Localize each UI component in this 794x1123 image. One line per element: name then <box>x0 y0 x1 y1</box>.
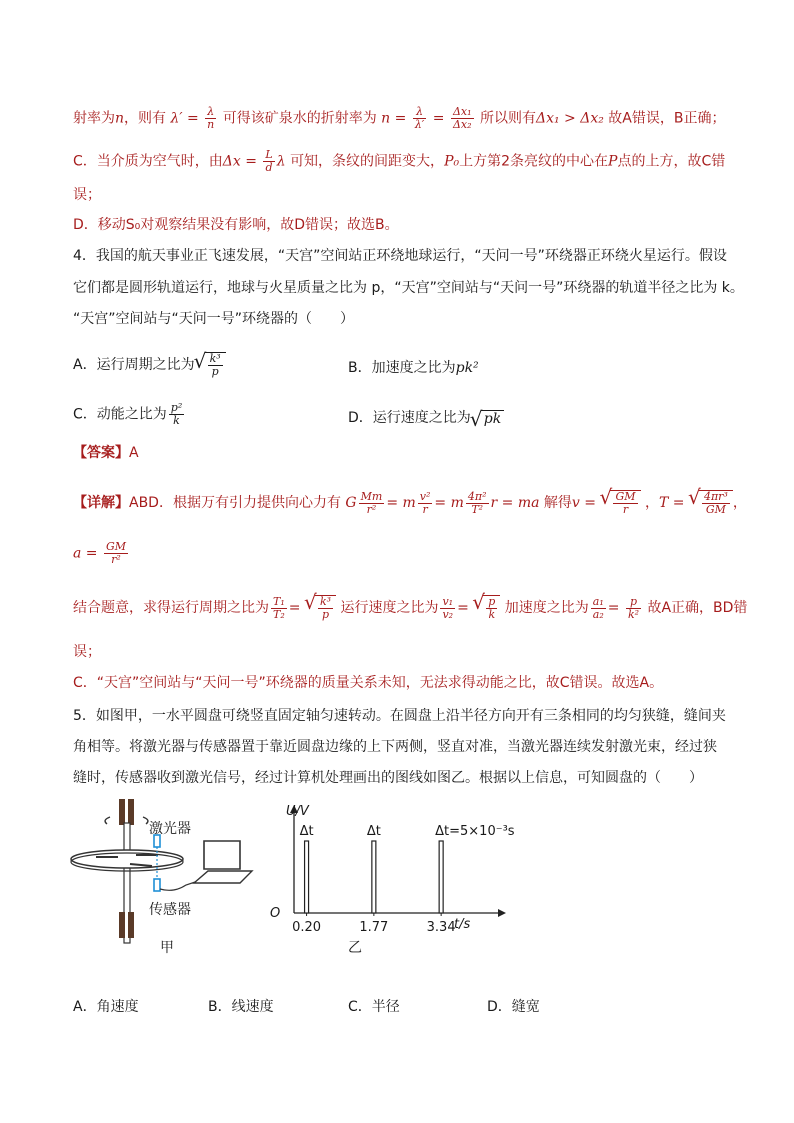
q4-answer: 【答案】A <box>73 445 139 461</box>
q5-stem-2: 角相等。将激光器与传感器置于靠近圆盘边缘的上下两侧，竖直对准，当激光器连续发射激光束，经过狭 <box>73 739 717 755</box>
pulse-1 <box>305 841 309 913</box>
origin-label: O <box>270 906 281 921</box>
laptop-icon <box>204 841 240 869</box>
pulse-annotation-3: Δt=5×10⁻³s <box>435 824 515 839</box>
q4-conclusion-2: 误； <box>73 644 101 660</box>
sensor <box>154 879 160 891</box>
laser-label: 激光器 <box>149 821 191 837</box>
q5-stem-1: 5．如图甲，一水平圆盘可绕竖直固定轴匀速转动。在圆盘上沿半径方向开有三条相同的均匀狭缝，缝间夹 <box>73 708 726 724</box>
q4-stem-2: 它们都是圆形轨道运行，地球与火星质量之比为 p，“天宫”空间站与“天问一号”环绕器的轨道半径之比为 k。 <box>73 280 744 296</box>
pulse-annotation-1: Δt <box>299 824 314 839</box>
q4-option-d[interactable]: D．运行速度之比为√ pk <box>348 407 504 427</box>
q4-option-a[interactable]: A．运行周期之比为 √ $\frac{\text{k³}}{p}$ <box>73 352 226 378</box>
tick-label-1: 0.20 <box>292 920 322 935</box>
axle-top-right <box>128 799 134 825</box>
q5-option-b[interactable]: B．线速度 <box>208 999 274 1015</box>
q4-conclusion: 结合题意，求得运行周期之比为 $\frac{\text{T₁}}{\text{T₂}}$ = √ $\frac{\text{k³}}{p}$ 运行速度之比为 $\frac{\text{v₁}}{\text{v₂}}$ = √ $\frac{p}{k}$ 加速度之比为 $\frac{\text{a₁}}{\text{a₂}}$ = $\frac{p}{\text{k²}}$ 故A正确，BD错 <box>73 595 747 621</box>
pulse-3 <box>439 841 443 913</box>
q4-detail-1: 【详解】ABD．根据万有引力提供向心力有 G $\frac{Mm}{\text{r²}}$ = m $\frac{\text{v²}}{r}$ = m $\frac{\text{4π²}}{\text{T²}}$ r = ma 解得v = √ $\frac{GM}{r}$ ，T = √ $\frac{\text{4πr³}}{GM}$ ， <box>73 490 747 516</box>
pulse-annotation-2: Δt <box>366 824 381 839</box>
pulse-2 <box>372 841 376 913</box>
q4-stem-3: “天宫”空间站与“天问一号”环绕器的（ ） <box>73 311 355 327</box>
y-axis-label: U/V <box>286 804 309 819</box>
axle-top-left <box>119 799 125 825</box>
prev-line-1: 射率为n，则有 λ′ = $\frac{\lambda}{n}$ 可得该矿泉水的折射率为 n = $\frac{\lambda}{\lambda'}$ = $\frac{\text{Δx₁}}{\text{Δx₂}}$ 所以则有Δx₁ > Δx₂ 故A错误，B正确； <box>73 105 726 131</box>
q5-option-a[interactable]: A．角速度 <box>73 999 139 1015</box>
tick-label-2: 1.77 <box>359 920 389 935</box>
q5-option-c[interactable]: C．半径 <box>348 999 400 1015</box>
figure-yi-chart <box>262 795 522 965</box>
q4-option-c[interactable]: C．动能之比为 $\frac{\text{p²}}{k}$ <box>73 401 183 427</box>
prev-line-4: D．移动S₀对观察结果没有影响，故D错误；故选B。 <box>73 217 399 233</box>
q5-stem-3: 缝时，传感器收到激光信号，经过计算机处理画出的图线如图乙。根据以上信息，可知圆盘的（ ） <box>73 770 703 786</box>
q5-option-d[interactable]: D．缝宽 <box>487 999 540 1015</box>
figure-jia <box>62 795 262 965</box>
tick-label-3: 3.34 <box>426 920 456 935</box>
q4-option-c-explain: C．“天宫”空间站与“天问一号”环绕器的质量关系未知，无法求得动能之比，故C错误。故选A。 <box>73 675 664 691</box>
sensor-label: 传感器 <box>149 902 191 918</box>
prev-line-3: 误； <box>73 187 101 203</box>
prev-line-2: C．当介质为空气时，由Δx = $\frac{L}{d}$ λ 可知，条纹的间距变大，P₀上方第2条亮纹的中心在P点的上方，故C错 <box>73 148 726 174</box>
figure-jia-caption: 甲 <box>160 940 174 956</box>
figure-yi-caption: 乙 <box>348 940 362 956</box>
q4-option-b[interactable]: B．加速度之比为pk² <box>348 360 479 376</box>
q4-stem-1: 4．我国的航天事业正飞速发展，“天宫”空间站正环绕地球运行，“天问一号”环绕器正环绕火星运行。假设 <box>73 248 727 264</box>
x-axis-label: t/s <box>454 917 471 932</box>
q4-detail-2: a = $\frac{GM}{\text{r²}}$ <box>73 540 127 566</box>
